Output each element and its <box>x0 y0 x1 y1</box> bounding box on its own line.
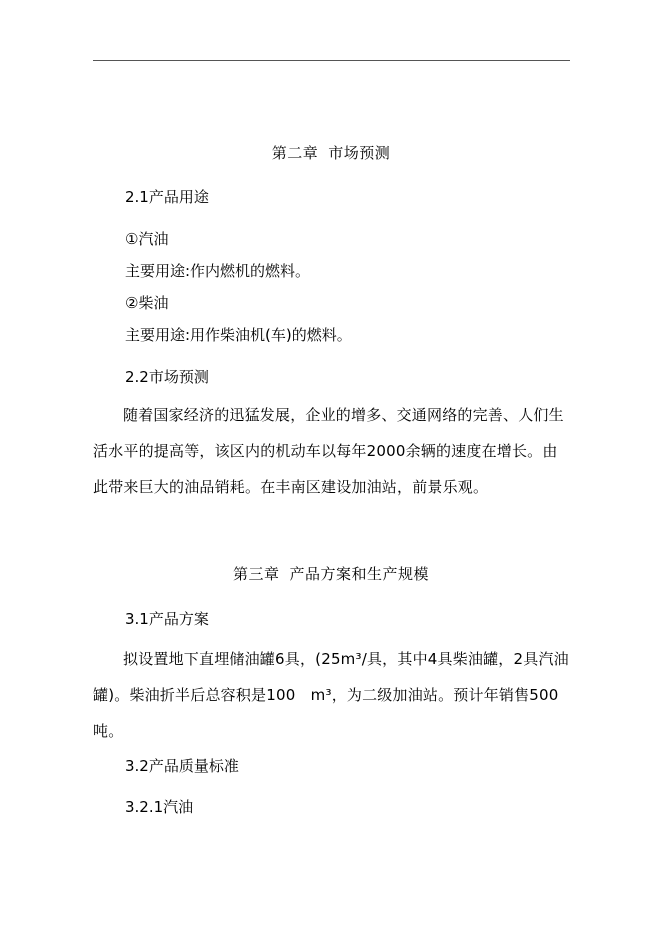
diesel-use: 主要用途:用作柴油机(车)的燃料。 <box>125 326 352 344</box>
chapter-2-number: 第二章 <box>271 144 319 162</box>
market-forecast-paragraph: 随着国家经济的迅猛发展，企业的增多、交通网络的完善、人们生活水平的提高等，该区内的机动车以每年2000余辆的速度在增长。由此带来巨大的油品销耗。在丰南区建设加油站，前景乐观。 <box>93 406 564 496</box>
gasoline-use: 主要用途:作内燃机的燃料。 <box>125 262 311 280</box>
item-gasoline: ①汽油 <box>125 230 169 248</box>
chapter-3-title: 产品方案和生产规模 <box>289 565 430 583</box>
section-2-2-heading: 2.2市场预测 <box>125 368 209 386</box>
product-plan-paragraph: 拟设置地下直埋储油罐6具，(25m³/具，其中4具柴油罐，2具汽油罐)。柴油折半后总容积是100 m³，为二级加油站。预计年销售500吨。 <box>93 650 569 740</box>
header-rule <box>93 60 570 61</box>
section-3-2-1-heading: 3.2.1汽油 <box>125 798 194 816</box>
chapter-2-heading <box>0 143 662 163</box>
section-2-1-heading: 2.1产品用途 <box>125 188 209 206</box>
item-diesel: ②柴油 <box>125 294 169 312</box>
chapter-3-number: 第三章 <box>232 565 280 583</box>
section-3-2-heading: 3.2产品质量标准 <box>125 757 239 775</box>
chapter-3-heading <box>0 564 662 584</box>
chapter-2-title: 市场预测 <box>328 144 391 162</box>
section-3-1-heading: 3.1产品方案 <box>125 610 209 628</box>
